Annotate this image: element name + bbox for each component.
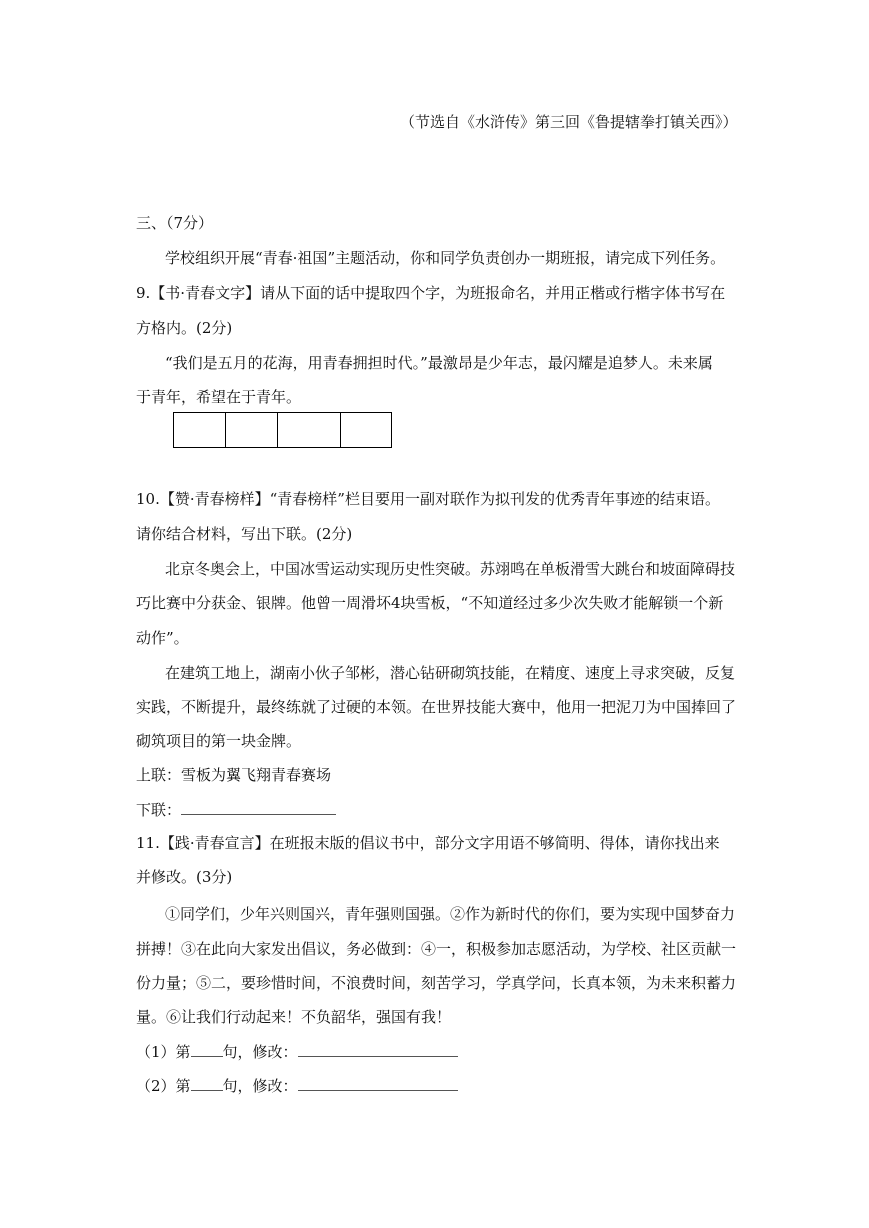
answer-box-4[interactable] [341, 413, 391, 447]
answer-2-prefix: （2）第 [136, 1077, 191, 1095]
q9-answer-grid [173, 412, 392, 448]
q10-lower-couplet [136, 799, 336, 820]
q11-prompt-line1: 11.【践·青春宣言】在班报末版的倡议书中，部分文字用语不够简明、得体，请你找出来 [136, 834, 720, 852]
q9-prompt-line2: 方格内。(2分) [136, 319, 233, 337]
q10-material2-line3: 砌筑项目的第一块金牌。 [136, 732, 302, 750]
source-note: （节选自《水浒传》第三回《鲁提辖拳打镇关西》） [400, 113, 738, 131]
section-intro: 学校组织开展“青春·祖国”主题活动，你和同学负责创办一期班报，请完成下列任务。 [165, 249, 726, 267]
answer-1-revision-blank[interactable] [298, 1041, 458, 1057]
answer-1-prefix: （1）第 [136, 1043, 191, 1061]
answer-2-revision-blank[interactable] [298, 1075, 458, 1091]
q10-material2-line2: 实践，不断提升，最终练就了过硬的本领。在世界技能大赛中，他用一把泥刀为中国捧回了 [136, 698, 737, 716]
answer-2-mid: 句，修改： [222, 1077, 298, 1095]
q10-material1-line3: 动作”。 [136, 629, 189, 647]
q11-prompt-line2: 并修改。(3分) [136, 868, 233, 886]
q10-upper-couplet: 上联：雪板为翼飞翔青春赛场 [136, 766, 332, 784]
answer-1-sentence-blank[interactable] [191, 1041, 223, 1057]
answer-box-2[interactable] [226, 413, 278, 447]
answer-1-mid: 句，修改： [222, 1043, 298, 1061]
answer-2-sentence-blank[interactable] [191, 1075, 223, 1091]
q10-material1-line2: 巧比赛中分获金、银牌。他曾一周滑坏4块雪板，“不知道经过多少次失败才能解锁一个新 [136, 594, 724, 612]
q11-answer-1 [136, 1041, 458, 1062]
q9-prompt-line1: 9.【书·青春文字】请从下面的话中提取四个字，为班报命名，并用正楷或行楷字体书写在 [136, 284, 726, 302]
q10-prompt-line1: 10.【赞·青春榜样】“青春榜样”栏目要用一副对联作为拟刊发的优秀青年事迹的结束语。 [136, 490, 720, 508]
q11-answer-2 [136, 1075, 458, 1096]
q10-prompt-line2: 请你结合材料，写出下联。(2分) [136, 525, 353, 543]
lower-couplet-label: 下联： [136, 801, 182, 819]
q9-quote-line2: 于青年，希望在于青年。 [136, 388, 302, 406]
section-heading: 三、（7分） [136, 214, 214, 232]
answer-box-1[interactable] [174, 413, 226, 447]
q11-proposal-line3: 份力量；⑤二，要珍惜时间，不浪费时间，刻苦学习，学真学问，长真本领，为未来积蓄力 [136, 974, 737, 992]
q9-quote-line1: “我们是五月的花海，用青春拥担时代。”最激昂是少年志，最闪耀是追梦人。未来属 [165, 354, 713, 372]
q11-proposal-line2: 拼搏！③在此向大家发出倡议，务必做到：④一，积极参加志愿活动，为学校、社区贡献一 [136, 940, 737, 958]
q11-proposal-line1: ①同学们，少年兴则国兴，青年强则国强。②作为新时代的你们，要为实现中国梦奋力 [165, 905, 736, 923]
answer-box-3[interactable] [278, 413, 341, 447]
q11-proposal-line4: 量。⑥让我们行动起来！不负韶华，强国有我！ [136, 1008, 452, 1026]
q10-material1-line1: 北京冬奥会上，中国冰雪运动实现历史性突破。苏翊鸣在单板滑雪大跳台和坡面障碍技 [165, 560, 736, 578]
q10-material2-line1: 在建筑工地上，湖南小伙子邹彬，潜心钻研砌筑技能，在精度、速度上寻求突破，反复 [165, 664, 736, 682]
lower-couplet-blank[interactable] [181, 799, 336, 815]
